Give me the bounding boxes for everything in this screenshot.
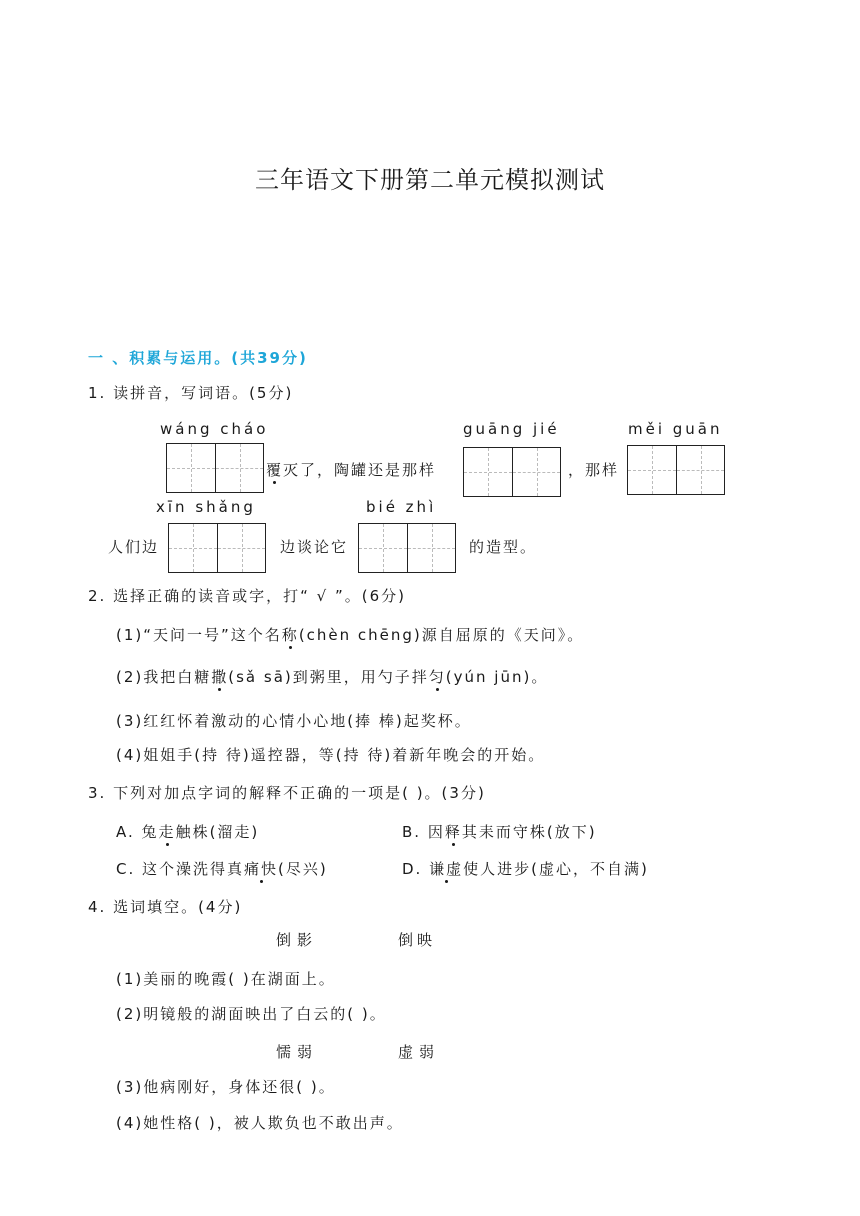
q1-text-2: ，那样 <box>568 461 620 479</box>
question-4-label: 4. 选词填空。(4分) <box>88 898 243 916</box>
q1-text-5: 的造型。 <box>469 538 538 556</box>
section-heading: 一 、积累与运用。(共39分) <box>88 349 308 367</box>
q3-option-c-text: C. 这个澡洗得真 <box>116 860 245 878</box>
pinyin-xinshang: xīn shǎng <box>156 498 256 516</box>
dotted-char: 覆 <box>266 461 284 479</box>
q3-option-d-rest: 使人进步(虚心，不自满) <box>463 860 649 878</box>
q3-option-d-text: D. <box>402 860 430 878</box>
q3-option-d <box>402 859 649 879</box>
word-option-4: 虚弱 <box>398 1043 441 1061</box>
q3-option-b <box>402 822 597 842</box>
q3-option-a <box>116 822 259 842</box>
q2-item-1 <box>116 625 584 645</box>
q4-item-3: (3)他病刚好，身体还很( )。 <box>116 1078 336 1096</box>
answer-box-4[interactable] <box>168 523 266 573</box>
pinyin-guangjie: guāng jié <box>463 420 560 438</box>
q1-text-1b: 灭了，陶罐还是那样 <box>283 461 437 479</box>
q2-item-2a: (2)我把白糖 <box>116 668 212 686</box>
pinyin-biezhi: bié zhì <box>366 498 437 516</box>
dotted-char: 撒 <box>211 668 229 686</box>
q2-item-4: (4)姐姐手(持 待)遥控器，等(持 待)着新年晚会的开始。 <box>116 746 546 764</box>
q1-text-3: 人们边 <box>108 538 160 556</box>
q2-item-3: (3)红红怀着激动的心情小心地(捧 棒)起奖杯。 <box>116 712 472 730</box>
q3-option-a-text: A. 兔 <box>116 823 159 841</box>
q2-item-2b: (sǎ sā)到粥里，用勺子拌 <box>228 668 429 686</box>
q3-option-b-text: B. 因 <box>402 823 445 841</box>
question-3-label: 3. 下列对加点字词的解释不正确的一项是( )。(3分) <box>88 784 486 802</box>
question-2-label: 2. 选择正确的读音或字，打“ √ ”。(6分) <box>88 587 406 605</box>
dotted-word: 痛快 <box>244 860 279 878</box>
answer-box-1[interactable] <box>166 443 264 493</box>
pinyin-wangchao: wáng cháo <box>160 420 269 438</box>
dotted-char: 释 <box>444 823 462 841</box>
q3-option-c <box>116 859 328 879</box>
dotted-char: 称 <box>281 626 299 644</box>
q3-option-a-rest: 触株(溜走) <box>175 823 260 841</box>
q2-item-1b: (chèn chēng)源自屈原的《天问》。 <box>298 626 585 644</box>
pinyin-meiguan: měi guān <box>628 420 723 438</box>
dotted-char: 匀 <box>428 668 446 686</box>
q4-item-1: (1)美丽的晚霞( )在湖面上。 <box>116 970 336 988</box>
answer-box-3[interactable] <box>627 445 725 495</box>
q2-item-1a: (1)“天问一号”这个名 <box>116 626 282 644</box>
q4-item-2: (2)明镜般的湖面映出了白云的( )。 <box>116 1005 387 1023</box>
dotted-word: 谦虚 <box>429 860 464 878</box>
q3-option-c-rest: (尽兴) <box>278 860 328 878</box>
q1-text-4: 边谈论它 <box>280 538 349 556</box>
question-1-label: 1. 读拼音，写词语。(5分) <box>88 384 294 402</box>
answer-box-2[interactable] <box>463 447 561 497</box>
answer-box-5[interactable] <box>358 523 456 573</box>
q4-item-4: (4)她性格( )，被人欺负也不敢出声。 <box>116 1114 404 1132</box>
q3-option-b-rest: 其耒而守株(放下) <box>461 823 597 841</box>
q1-text-1 <box>266 460 436 480</box>
dotted-char: 走 <box>158 823 176 841</box>
q2-item-2c: (yún jūn)。 <box>445 668 549 686</box>
word-option-2: 倒映 <box>398 931 437 949</box>
word-option-3: 懦弱 <box>276 1043 319 1061</box>
page-title: 三年语文下册第二单元模拟测试 <box>255 166 605 194</box>
q2-item-2 <box>116 667 548 687</box>
word-option-1: 倒影 <box>276 931 319 949</box>
